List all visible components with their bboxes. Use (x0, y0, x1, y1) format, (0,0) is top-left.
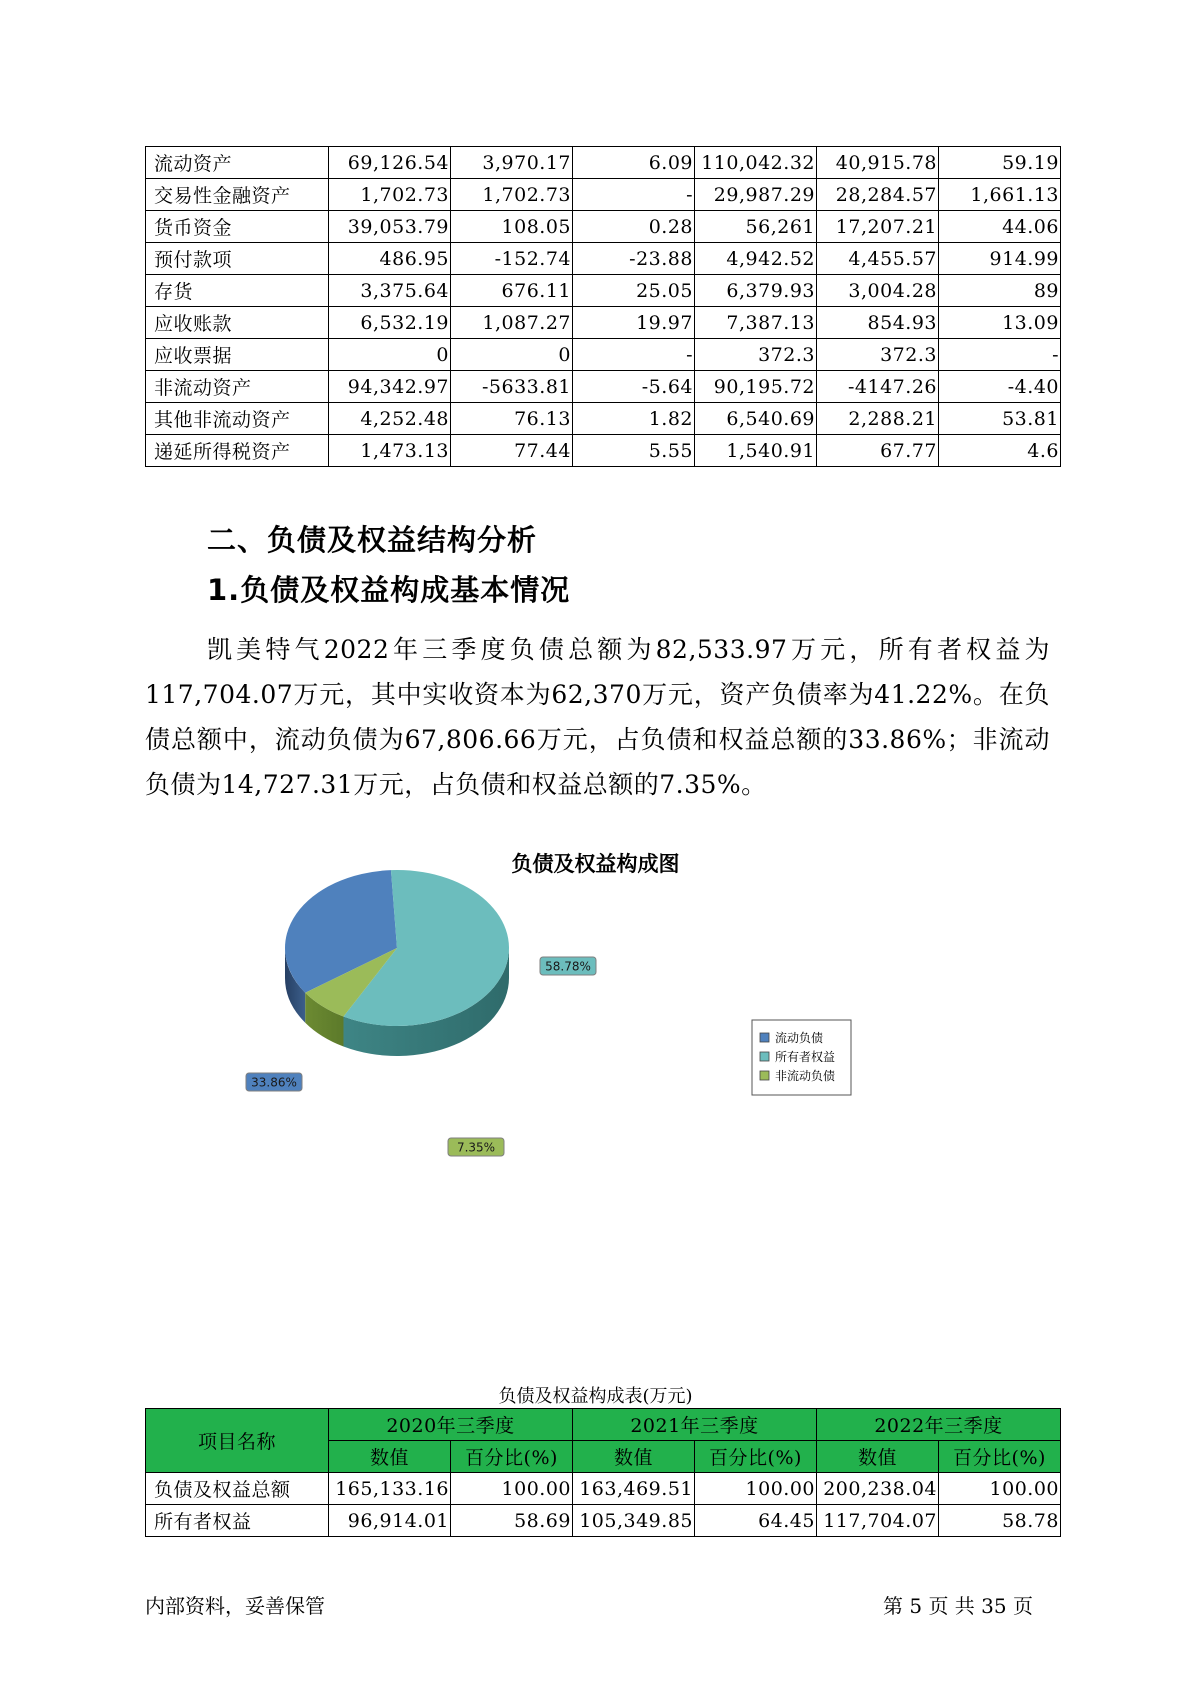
header-period-2022: 2022年三季度 (817, 1409, 1061, 1441)
table-cell: -23.88 (573, 243, 695, 275)
analysis-paragraph: 凯美特气2022年三季度负债总额为82,533.97万元，所有者权益为117,704.07万元，其中实收资本为62,370万元，资产负债率为41.22%。在负债总额中，流动负债为67,806.66万元，占负债和权益总额的33.86%；非流动负债为14,727.31万元，占负债和权益总额的7.35%。 (145, 635, 1050, 799)
section-heading: 二、负债及权益结构分析 (207, 523, 538, 557)
table-cell: 6,379.93 (695, 275, 817, 307)
legend-label: 流动负债 (775, 1031, 824, 1045)
row-label: 递延所得税资产 (146, 435, 329, 467)
legend-label: 非流动负债 (775, 1069, 836, 1083)
row-label: 应收票据 (146, 339, 329, 371)
table-cell: 3,970.17 (451, 147, 573, 179)
chart-legend (752, 1020, 851, 1095)
table-cell: 53.81 (939, 403, 1061, 435)
table-cell: 372.3 (695, 339, 817, 371)
table-cell: 117,704.07 (817, 1505, 939, 1537)
table-cell: -152.74 (451, 243, 573, 275)
table-cell: 40,915.78 (817, 147, 939, 179)
table-cell: 372.3 (817, 339, 939, 371)
pie-data-label: 7.35% (456, 1140, 496, 1155)
table-cell: 19.97 (573, 307, 695, 339)
table-cell: 105,349.85 (573, 1505, 695, 1537)
table-cell: 6,540.69 (695, 403, 817, 435)
table-cell: 44.06 (939, 211, 1061, 243)
header-sub-pct: 百分比(%) (451, 1441, 573, 1473)
table-cell: 108.05 (451, 211, 573, 243)
table-row (146, 1473, 1061, 1505)
table-cell: 76.13 (451, 403, 573, 435)
pie-group (285, 870, 509, 1056)
table-cell: 58.78 (939, 1505, 1061, 1537)
legend-swatch (760, 1033, 769, 1042)
table-cell: 13.09 (939, 307, 1061, 339)
table-cell: - (939, 339, 1061, 371)
table-cell: 25.05 (573, 275, 695, 307)
table-cell: 1,702.73 (329, 179, 451, 211)
table-cell: 89 (939, 275, 1061, 307)
table-cell: 854.93 (817, 307, 939, 339)
table-cell: 77.44 (451, 435, 573, 467)
table-cell: 69,126.54 (329, 147, 451, 179)
table-caption: 负债及权益构成表(万元) (498, 1386, 693, 1407)
table-cell: -4147.26 (817, 371, 939, 403)
row-label: 负债及权益总额 (146, 1473, 329, 1505)
row-label: 非流动资产 (146, 371, 329, 403)
table-cell: 1,540.91 (695, 435, 817, 467)
row-label: 所有者权益 (146, 1505, 329, 1537)
table-cell: 4.6 (939, 435, 1061, 467)
table-cell: 914.99 (939, 243, 1061, 275)
liability-table-body (146, 1473, 1061, 1537)
table-cell: 100.00 (939, 1473, 1061, 1505)
table-cell: 100.00 (451, 1473, 573, 1505)
table-cell: -4.40 (939, 371, 1061, 403)
table-cell: 56,261 (695, 211, 817, 243)
row-label: 其他非流动资产 (146, 403, 329, 435)
table-cell: 2,288.21 (817, 403, 939, 435)
table-cell: - (573, 339, 695, 371)
table-cell: 4,942.52 (695, 243, 817, 275)
table-cell: 0 (451, 339, 573, 371)
table-cell: -5633.81 (451, 371, 573, 403)
table-cell: 1,087.27 (451, 307, 573, 339)
table-cell: 0 (329, 339, 451, 371)
table-cell: 3,375.64 (329, 275, 451, 307)
table-cell: 58.69 (451, 1505, 573, 1537)
header-sub-pct: 百分比(%) (695, 1441, 817, 1473)
table-cell: 1,473.13 (329, 435, 451, 467)
table-cell: 110,042.32 (695, 147, 817, 179)
table-cell: - (573, 179, 695, 211)
footer-page-number: 第 5 页 共 35 页 (883, 1594, 1033, 1618)
table-cell: 0.28 (573, 211, 695, 243)
table-cell: 17,207.21 (817, 211, 939, 243)
table-cell: 29,987.29 (695, 179, 817, 211)
table-cell: 64.45 (695, 1505, 817, 1537)
table-cell: 676.11 (451, 275, 573, 307)
table-cell: 1,661.13 (939, 179, 1061, 211)
table-cell: 6,532.19 (329, 307, 451, 339)
liability-table (145, 1408, 1061, 1537)
table-cell: 94,342.97 (329, 371, 451, 403)
table-cell: 3,004.28 (817, 275, 939, 307)
chart-title: 负债及权益构成图 (511, 852, 680, 876)
table-cell: 4,252.48 (329, 403, 451, 435)
table-cell: 163,469.51 (573, 1473, 695, 1505)
footer-confidential-note: 内部资料，妥善保管 (145, 1594, 325, 1618)
legend-swatch (760, 1071, 769, 1080)
header-sub-value: 数值 (817, 1441, 939, 1473)
header-sub-pct: 百分比(%) (939, 1441, 1061, 1473)
row-label: 流动资产 (146, 147, 329, 179)
table-cell: 4,455.57 (817, 243, 939, 275)
table-cell: 39,053.79 (329, 211, 451, 243)
header-period-2021: 2021年三季度 (573, 1409, 817, 1441)
table-cell: 1,702.73 (451, 179, 573, 211)
pie-data-label: 33.86% (251, 1075, 297, 1090)
row-label: 存货 (146, 275, 329, 307)
table-cell: 59.19 (939, 147, 1061, 179)
row-label: 货币资金 (146, 211, 329, 243)
table-cell: 165,133.16 (329, 1473, 451, 1505)
table-cell: 100.00 (695, 1473, 817, 1505)
row-label: 预付款项 (146, 243, 329, 275)
table-cell: 6.09 (573, 147, 695, 179)
table-cell: 1.82 (573, 403, 695, 435)
header-period-2020: 2020年三季度 (329, 1409, 573, 1441)
header-item-name: 项目名称 (146, 1409, 329, 1473)
table-cell: 486.95 (329, 243, 451, 275)
table-cell: 96,914.01 (329, 1505, 451, 1537)
row-label: 交易性金融资产 (146, 179, 329, 211)
table-row (146, 1505, 1061, 1537)
table-cell: -5.64 (573, 371, 695, 403)
table-cell: 200,238.04 (817, 1473, 939, 1505)
legend-label: 所有者权益 (775, 1050, 836, 1064)
table-cell: 7,387.13 (695, 307, 817, 339)
table-cell: 5.55 (573, 435, 695, 467)
header-sub-value: 数值 (329, 1441, 451, 1473)
section-subheading: 1.负债及权益构成基本情况 (207, 573, 571, 607)
header-sub-value: 数值 (573, 1441, 695, 1473)
row-label: 应收账款 (146, 307, 329, 339)
table-cell: 28,284.57 (817, 179, 939, 211)
pie-data-label: 58.78% (545, 959, 591, 974)
legend-swatch (760, 1052, 769, 1061)
table-cell: 67.77 (817, 435, 939, 467)
table-cell: 90,195.72 (695, 371, 817, 403)
